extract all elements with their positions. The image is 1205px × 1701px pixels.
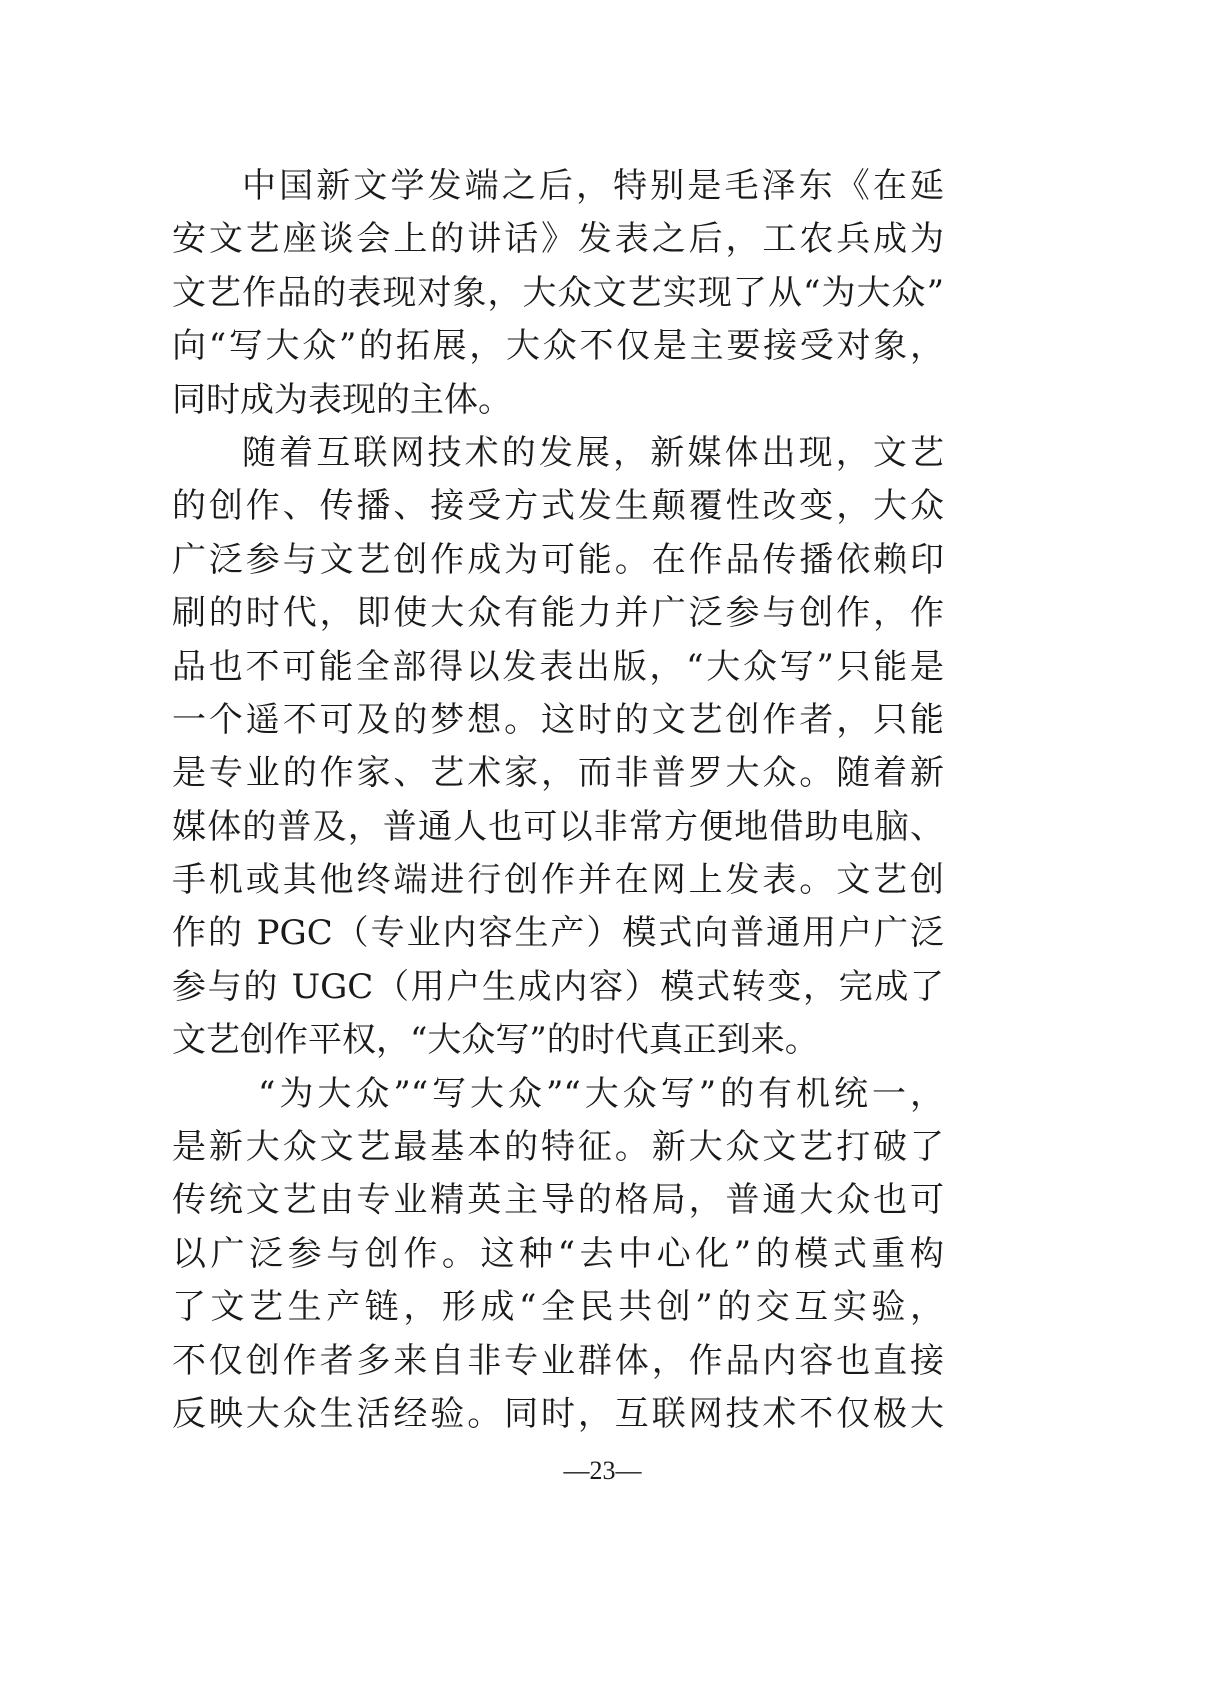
text-line: 文艺作品的表现对象，大众文艺实现了从“为大众” bbox=[172, 272, 944, 313]
text-line: 中国新文学发端之后，特别是毛泽东《在延 bbox=[242, 166, 944, 206]
text-line: 是专业的作家、艺术家，而非普罗大众。随着新 bbox=[172, 753, 944, 794]
body-text bbox=[172, 160, 944, 1441]
paragraph-1 bbox=[172, 160, 944, 427]
text-line: 参与的 UGC（用户生成内容）模式转变，完成了 bbox=[172, 966, 944, 1007]
paragraph-2 bbox=[172, 427, 944, 1068]
text-line: “为大众”“写大众”“大众写”的有机统一， bbox=[258, 1073, 944, 1114]
text-line: 同时成为表现的主体。 bbox=[172, 379, 512, 420]
text-line: 反映大众生活经验。同时，互联网技术不仅极大 bbox=[172, 1393, 944, 1434]
text-line: 安文艺座谈会上的讲话》发表之后，工农兵成为 bbox=[172, 219, 944, 260]
text-line: 的创作、传播、接受方式发生颠覆性改变，大众 bbox=[172, 486, 944, 527]
text-line: 以广泛参与创作。这种“去中心化”的模式重构 bbox=[172, 1233, 944, 1274]
text-line: 刷的时代，即使大众有能力并广泛参与创作，作 bbox=[172, 593, 944, 634]
text-line: 媒体的普及，普通人也可以非常方便地借助电脑、 bbox=[172, 806, 944, 847]
text-line: 向“写大众”的拓展，大众不仅是主要接受对象， bbox=[172, 326, 944, 367]
paragraph-3 bbox=[172, 1068, 944, 1442]
text-line: 手机或其他终端进行创作并在网上发表。文艺创 bbox=[172, 860, 944, 901]
text-line: 广泛参与文艺创作成为可能。在作品传播依赖印 bbox=[172, 539, 944, 580]
text-line: 不仅创作者多来自非专业群体，作品内容也直接 bbox=[172, 1340, 944, 1381]
text-line: 了文艺生产链，形成“全民共创”的交互实验， bbox=[172, 1287, 944, 1328]
text-line: 随着互联网技术的发展，新媒体出现，文艺 bbox=[242, 432, 944, 473]
page-number: —23— bbox=[563, 1456, 642, 1485]
text-line: 文艺创作平权，“大众写”的时代真正到来。 bbox=[172, 1020, 819, 1061]
text-line: 品也不可能全部得以发表出版，“大众写”只能是 bbox=[172, 646, 944, 687]
text-line: 一个遥不可及的梦想。这时的文艺创作者，只能 bbox=[172, 699, 944, 740]
text-line: 是新大众文艺最基本的特征。新大众文艺打破了 bbox=[172, 1127, 944, 1168]
text-line: 传统文艺由专业精英主导的格局，普通大众也可 bbox=[172, 1180, 944, 1221]
text-line: 作的 PGC（专业内容生产）模式向普通用户广泛 bbox=[172, 913, 944, 954]
